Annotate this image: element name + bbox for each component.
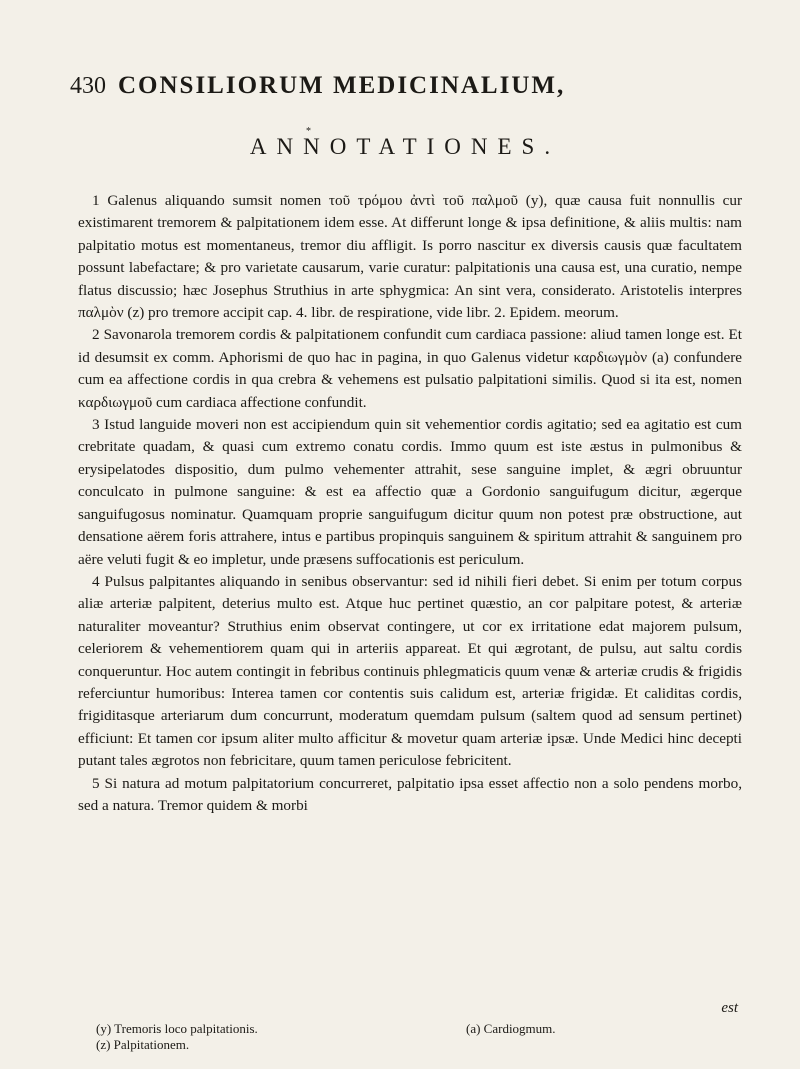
ornament-asterisk: * [306, 126, 311, 137]
annotation-paragraph: 1 Galenus aliquando sumsit nomen τοῦ τρόμου ἀντὶ τοῦ παλμοῦ (y), quæ causa fuit nonnullis cur existimarent tremorem & palpitationem idem esse. At differunt longe & ipsa definitione, & aliis multis: nam palpitatio motus est momentaneus, tremor diu affligit. Is porro nascitur ex diversis causis quæ facultatem possunt labefactare; & pro varietate causarum, varie curatur: palpitationis una causa est, una curatio, nempe flatus discussio; hæc Josephus Struthius in arte sphygmica: An sint vera, considerato. Aristotelis interpres παλμὸν (z) pro tremore accipit cap. 4. libr. de respiratione, vide libr. 2. Epidem. meorum. [78, 192, 742, 322]
annotation-paragraph: 4 Pulsus palpitantes aliquando in senibus observantur: sed id nihili fieri debet. Si enim per totum corpus aliæ arteriæ palpitent, deterius multo est. Atque huc pertinet quæstio, an cor palpitare potest, & arteriæ naturaliter moveantur? Struthius enim observat contingere, ut cor ex irritatione edat majorem pulsum, celeriorem & vehementiorem quam qui in arteriis appareat. Et qui ægrotant, de pulsu, aut saltu cordis conqueruntur. Hoc autem contingit in febribus continuis phlegmaticis quum venæ & arteriæ crudis & frigidis referciuntur humoribus: Interea tamen cor contentis suis calidum est, arteriæ frigidæ. Et caliditas cordis, frigiditasque arteriarum dum concurrunt, moderatum quemdam pulsum (saltem quod ad sensum pertinet) efficiunt: Et tamen cor ipsum aliter multo afficitur & movetur quam arteriæ ipsæ. Unde Medici hinc decepti putant tales ægrotos non febricitare, quum tamen periculose febricitent. [78, 572, 742, 770]
catchword: est [721, 1000, 738, 1016]
footnote-y: (y) Tremoris loco palpitationis. [96, 1021, 258, 1036]
footnote-z: (z) Palpitationem. [96, 1037, 190, 1052]
annotation-paragraph: 2 Savonarola tremorem cordis & palpitationem confundit cum cardiaca passione: aliud tamen longe est. Et id desumsit ex comm. Aphorismi de quo hac in pagina, in quo Galenus videtur καρδιωγμὸν (a) confundere cum ea affectione cordis in qua crebra & vehemens est pulsatio palpitationi similis. Quod si ita est, nomen καρδιωγμοῦ cum cardiaca affectione confundit. [78, 326, 742, 411]
annotation-paragraph: 3 Istud languide moveri non est accipiendum quin sit vehementior cordis agitatio; sed ea agitatio est cum crebritate quadam, & quasi cum extremo conatu cordis. Immo quum est iste æstus in pulmonibus & erysipelatodes dispositio, dum pulmo vehementer attrahit, sese sanguine implet, & ægri obruuntur conculcato in pulmone sanguine: & est ea affectio quæ a Gordonio sanguifugum dicitur, ægerque sanguifugosus nominatur. Quamquam proprie sanguifugum dicitur quum non potest præ obstructione, aut densatione aërem foris attrahere, intus e partibus propinquis sanguinem & spiritum attrahit & sanguinem pro aëre veluti fugit & eo impletur, unde præsens suffocationis est periculum. [78, 416, 742, 568]
footnote-a: (a) Cardiogmum. [466, 1021, 556, 1036]
page-number: 430 [70, 73, 106, 99]
annotations-body [78, 190, 742, 817]
footnotes [96, 1021, 740, 1053]
running-title: CONSILIORUM MEDICINALIUM, [118, 72, 566, 99]
running-head [70, 72, 740, 100]
annotation-paragraph: 5 Si natura ad motum palpitatorium concurreret, palpitatio ipsa esset affectio non a solo pendens morbo, sed a natura. Tremor quidem & morbi [78, 774, 742, 814]
section-heading: ANNOTATIONES. [249, 134, 561, 159]
